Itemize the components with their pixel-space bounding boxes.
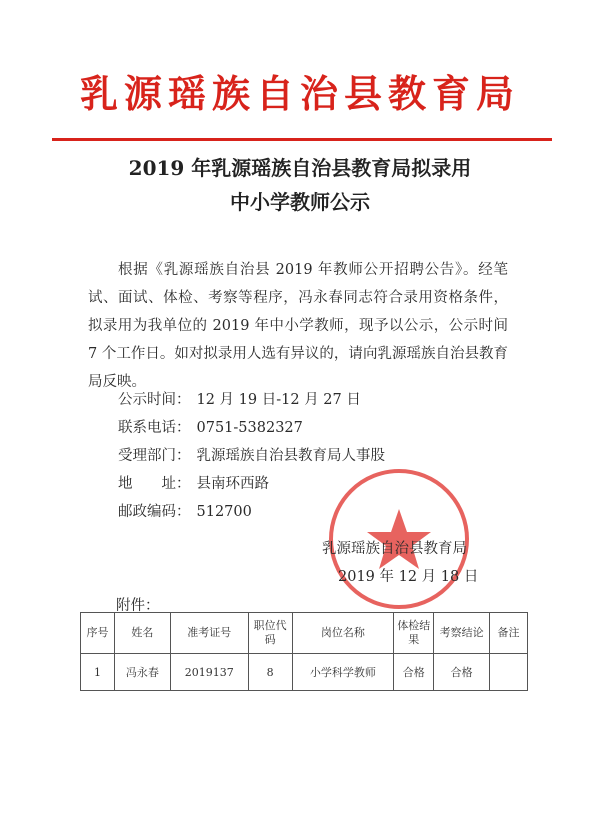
info-row-time: [118, 386, 361, 414]
attachment-table: [80, 612, 528, 691]
info-label: 地 址：: [118, 476, 191, 492]
table-cell: 8: [248, 654, 292, 691]
info-label: 受理部门：: [118, 448, 191, 464]
table-cell: [490, 654, 528, 691]
org-header: 乳源瑶族自治县教育局: [79, 71, 520, 116]
body-paragraph: 根据《乳源瑶族自治县 2019 年教师公开招聘公告》。经笔试、面试、体检、考察等程序，冯永春同志符合录用资格条件，拟录用为我单位的 2019 年中小学教师，现予以公示，公示时间 7 个工作日。如对拟录用人选有异议的，请向乳源瑶族自治县教育局反映。: [88, 262, 508, 390]
info-row-address: [118, 470, 269, 498]
signature-date: 2019 年 12 月 18 日: [338, 569, 479, 585]
table-cell: 冯永春: [114, 654, 170, 691]
doc-title-line2: 中小学教师公示: [230, 190, 370, 214]
col-header: 体检结果: [394, 613, 434, 654]
signature-org: 乳源瑶族自治县教育局: [322, 541, 467, 557]
info-value: 县南环西路: [196, 476, 269, 492]
info-value: 512700: [196, 504, 252, 520]
attachment-label: 附件：: [116, 598, 160, 614]
table-header-row: [81, 613, 528, 654]
info-row-phone: [118, 414, 303, 442]
table-cell: 合格: [394, 654, 434, 691]
col-header: 岗位名称: [292, 613, 394, 654]
info-row-postcode: [118, 498, 252, 526]
header-red-divider: [52, 138, 552, 141]
col-header: 准考证号: [170, 613, 248, 654]
table-cell: 小学科学教师: [292, 654, 394, 691]
col-header: 姓名: [114, 613, 170, 654]
table-row: [81, 654, 528, 691]
info-value: 0751-5382327: [196, 420, 303, 436]
col-header: 职位代码: [248, 613, 292, 654]
col-header: 考察结论: [434, 613, 490, 654]
doc-title-line1: 2019 年乳源瑶族自治县教育局拟录用: [128, 156, 472, 180]
col-header: 序号: [81, 613, 115, 654]
table-cell: 合格: [434, 654, 490, 691]
info-label: 邮政编码：: [118, 504, 191, 520]
info-value: 12 月 19 日-12 月 27 日: [196, 392, 361, 408]
table-cell: 2019137: [170, 654, 248, 691]
info-label: 联系电话：: [118, 420, 191, 436]
info-value: 乳源瑶族自治县教育局人事股: [196, 448, 385, 464]
col-header: 备注: [490, 613, 528, 654]
table-cell: 1: [81, 654, 115, 691]
info-label: 公示时间：: [118, 392, 191, 408]
